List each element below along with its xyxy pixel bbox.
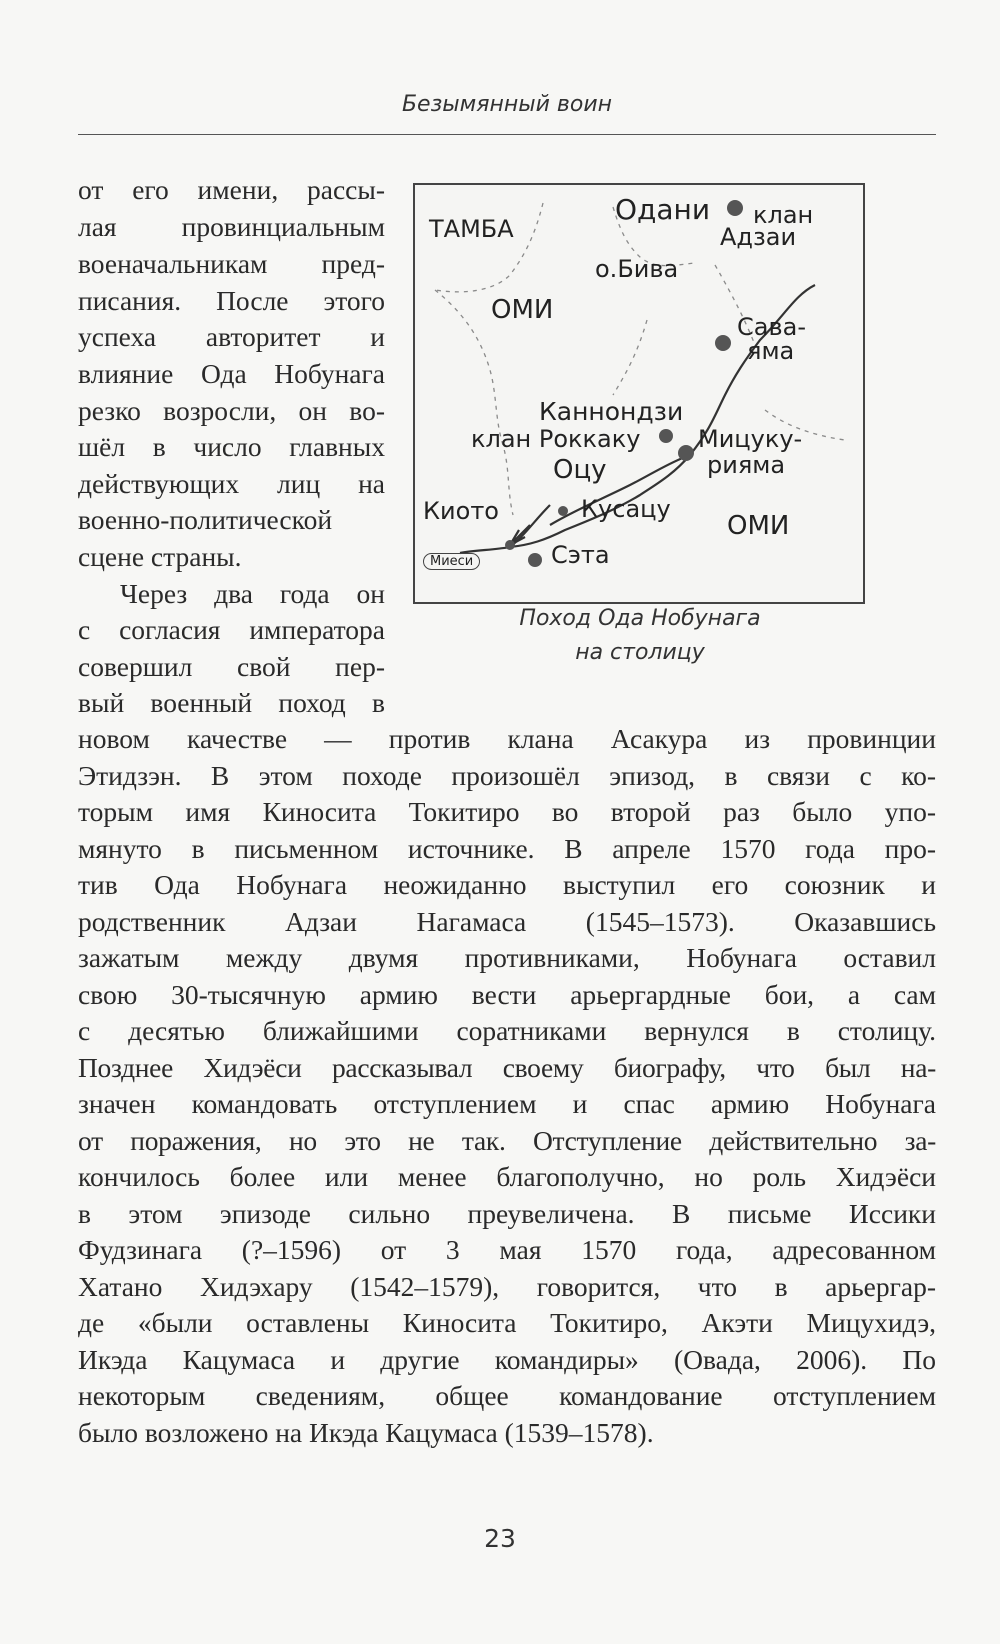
otsu-point-icon [505, 540, 515, 550]
text-line: военачальникам пред- [78, 248, 385, 279]
map-label-mitsuku: Мицуку- [698, 425, 803, 453]
text-line: резко возросли, он во- [78, 395, 385, 426]
map-label-sava: Сава- [737, 313, 806, 341]
map-label-seta: Сэта [551, 541, 610, 569]
text-line: вый военный поход в [78, 687, 385, 718]
text-line: с согласия императора [78, 614, 385, 645]
map-caption-line-1: Поход Ода Нобунага [519, 606, 761, 631]
map-label-kusatsu: Кусацу [581, 495, 671, 523]
text-line: совершил свой пер- [78, 651, 385, 682]
text-line: де «были оставлены Киносита Токитиро, Акэти Мицухидэ, [78, 1307, 936, 1338]
map-label-miesi: Миеси [423, 553, 480, 570]
text-line: было возложено на Икэда Кацумаса (1539–1578). [78, 1417, 654, 1448]
kusatsu-point-icon [558, 506, 568, 516]
text-line: успеха авторитет и [78, 321, 385, 352]
map-label-omi-south: ОМИ [727, 511, 790, 541]
text-line: Позднее Хидэёси рассказывал своему биографу, что был на- [78, 1052, 936, 1083]
page-number: 23 [484, 1524, 516, 1553]
text-line: писания. После этого [78, 285, 385, 316]
text-line: шёл в число главных [78, 431, 385, 462]
running-title: Безымянный воин [401, 92, 613, 117]
text-line: свою 30-тысячную армию вести арьергардные бои, а сам [78, 979, 936, 1010]
text-line: от его имени, рассы- [78, 174, 385, 205]
text-line: некоторым сведениям, общее командование отступлением [78, 1380, 936, 1411]
text-line: тив Ода Нобунага неожиданно выступил его союзник и [78, 869, 936, 900]
map-caption-line-2: на столицу [575, 640, 705, 665]
text-line: лая провинциальным [78, 211, 385, 242]
map-figure [413, 183, 865, 604]
text-line: с десятью ближайшими соратниками вернулся в столицу. [78, 1015, 936, 1046]
map-label-yama: яма [747, 337, 795, 365]
map-label-omi-north: ОМИ [491, 295, 554, 325]
text-line: кончилось более или менее благополучно, но роль Хидэёси [78, 1161, 936, 1192]
text-line-indent: Через два года он [120, 578, 385, 609]
text-line: в этом эпизоде сильно преувеличена. В письме Иссики [78, 1198, 936, 1229]
map-label-odani: Одани [615, 193, 711, 226]
text-line: торым имя Киносита Токитиро во второй раз было упо- [78, 796, 936, 827]
text-line: сцене страны. [78, 541, 242, 572]
map-label-riyama: рияма [707, 451, 786, 479]
text-line: Хатано Хидэхару (1542–1579), говорится, что в арьергар- [78, 1271, 936, 1302]
castle-odani-icon [727, 200, 743, 216]
text-line: действующих лиц на [78, 468, 385, 499]
text-line: военно-политической [78, 504, 333, 535]
text-line: новом качестве — против клана Асакура из провинции [78, 723, 936, 754]
map-label-kannondzi: Каннондзи [539, 397, 684, 426]
map-label-biwa: о.Бива [595, 255, 679, 283]
map-label-kioto: Киото [423, 497, 499, 525]
text-line: зажатым между двумя противниками, Нобунага оставил [78, 942, 936, 973]
castle-mitsukuriyama-icon [678, 445, 694, 461]
castle-seta-icon [528, 553, 542, 567]
text-line: значен командовать отступлением и спас армию Нобунага [78, 1088, 936, 1119]
map-label-klan: клан [753, 201, 814, 229]
text-line: Фудзинага (?–1596) от 3 мая 1570 года, адресованном [78, 1234, 936, 1265]
map-label-otsu: Оцу [553, 455, 607, 485]
text-line: Этидзэн. В этом походе произошёл эпизод, в связи с ко- [78, 760, 936, 791]
map-label-tamba: ТАМБА [429, 215, 514, 243]
header-rule [78, 134, 936, 135]
text-line: влияние Ода Нобунага [78, 358, 385, 389]
map-label-adzai: Адзаи [720, 223, 797, 251]
castle-sawayama-icon [715, 335, 731, 351]
text-line: от поражения, но это не так. Отступление действительно за- [78, 1125, 936, 1156]
text-line: мянуто в письменном источнике. В апреле 1570 года про- [78, 833, 936, 864]
text-line: родственник Адзаи Нагамаса (1545–1573). Оказавшись [78, 906, 936, 937]
text-line: Икэда Кацумаса и другие командиры» (Овада, 2006). По [78, 1344, 936, 1375]
castle-kannondzi-icon [659, 429, 673, 443]
map-label-klan-rokkaku: клан Роккаку [471, 425, 641, 453]
